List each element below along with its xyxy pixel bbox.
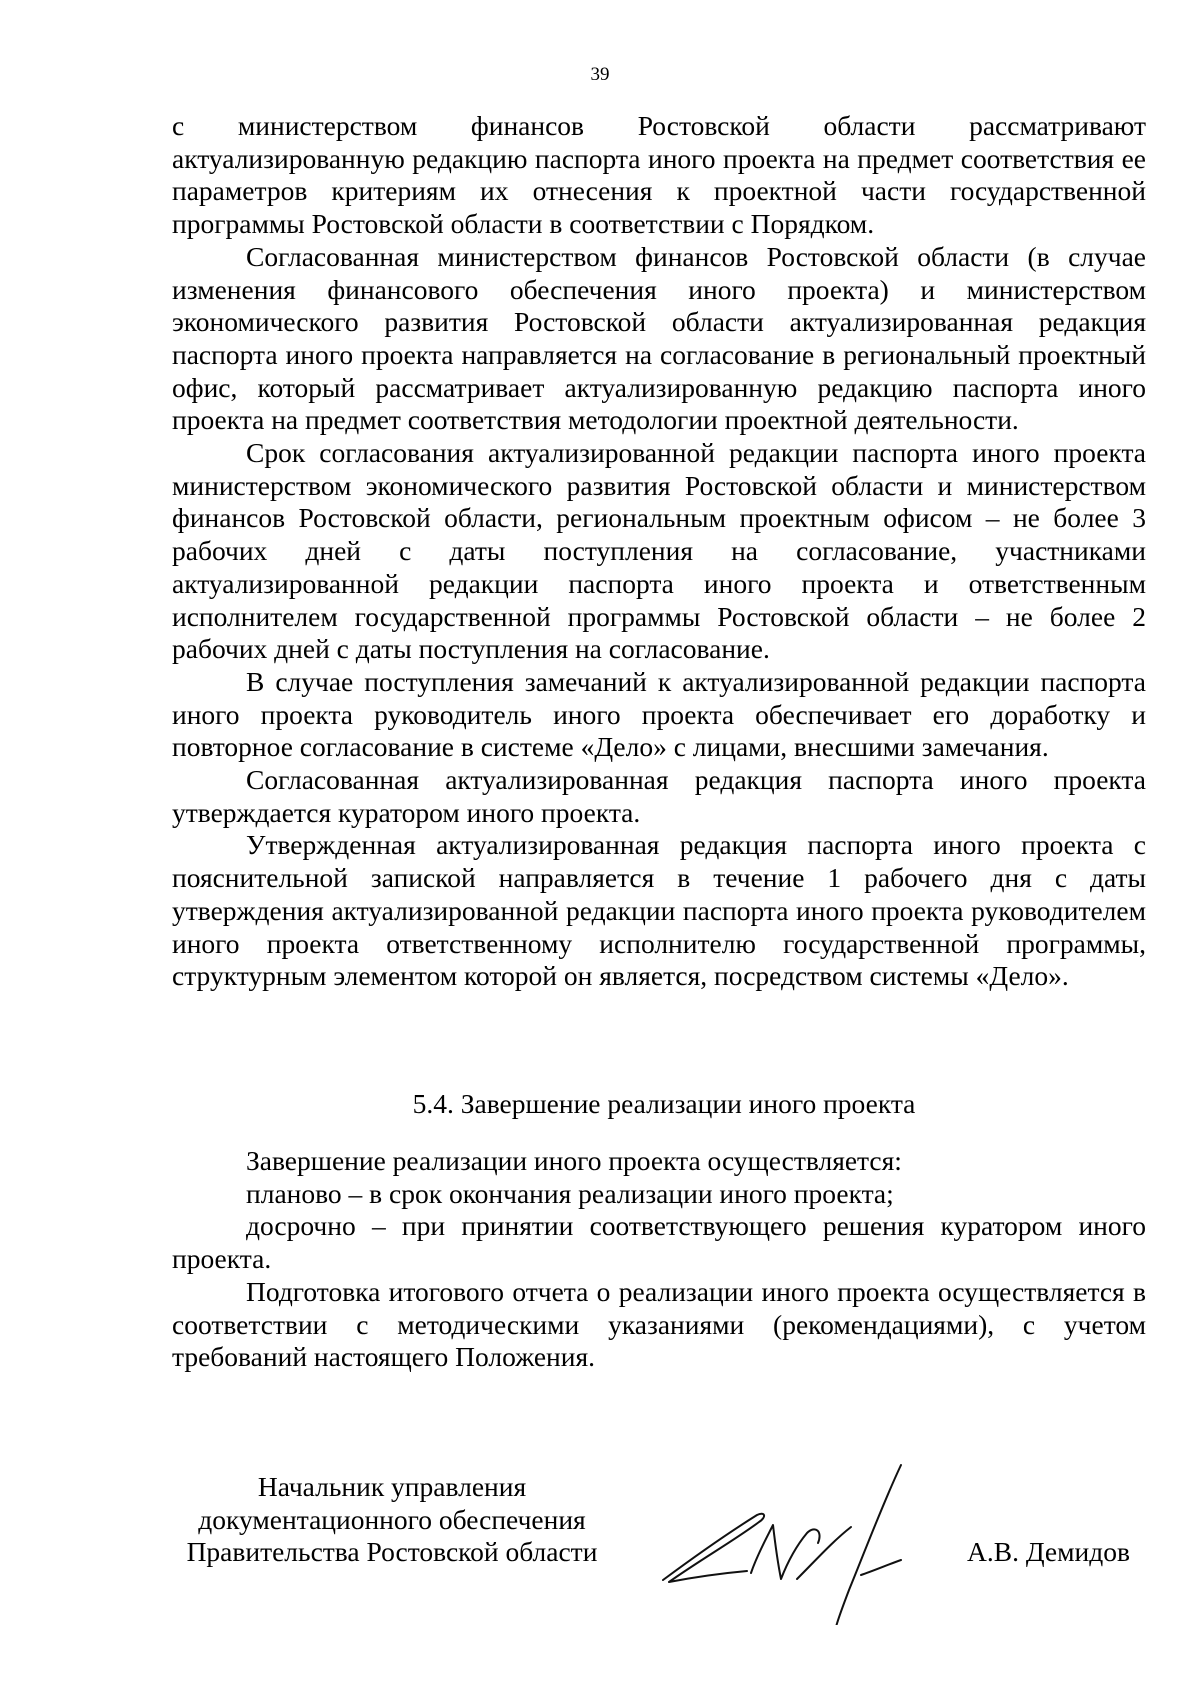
- section-text: [172, 1145, 1146, 1374]
- paragraph: Подготовка итогового отчета о реализации иного проекта осуществляется в соответствии с методическими указаниями (рекомендациями), с учетом требований настоящего Положения.: [172, 1275, 1146, 1373]
- paragraph: с министерством финансов Ростовской области рассматривают актуализированную редакцию паспорта иного проекта на предмет соответствия ее параметров критериям их отнесения к проектной части государственной программы Ростовской области в соответствии с Порядком.: [172, 110, 1146, 240]
- signatory-title-line: Правительства Ростовской области: [186, 1536, 598, 1568]
- handwritten-signature: [655, 1455, 955, 1625]
- paragraph: Завершение реализации иного проекта осуществляется:: [246, 1145, 902, 1176]
- paragraph: досрочно – при принятии соответствующего решения куратором иного проекта.: [172, 1210, 1146, 1275]
- signatory-name: А.В. Демидов: [967, 1536, 1130, 1567]
- page-number: 39: [590, 64, 610, 85]
- paragraph: Согласованная министерством финансов Ростовской области (в случае изменения финансового обеспечения иного проекта) и министерством экономического развития Ростовской области актуализированная редакция паспорта иного проекта направляется на согласование в региональный проектный офис, который рассматривает актуализированную редакцию паспорта иного проекта на предмет соответствия методологии проектной деятельности.: [172, 240, 1146, 436]
- body-text: [172, 110, 1146, 993]
- paragraph: В случае поступления замечаний к актуализированной редакции паспорта иного проекта руководитель иного проекта обеспечивает его доработку и повторное согласование в системе «Дело» с лицами, внесшими замечания.: [172, 665, 1146, 763]
- paragraph: планово – в срок окончания реализации иного проекта;: [246, 1177, 894, 1209]
- paragraph: Срок согласования актуализированной редакции паспорта иного проекта министерством экономического развития Ростовской области и министерством финансов Ростовской области, региональным проектным офисом – не более 3 рабочих дней с даты поступления на согласование, участниками актуализированной редакции паспорта иного проекта и ответственным исполнителем государственной программы Ростовской области – не более 2 рабочих дней с даты поступления на согласование.: [172, 437, 1146, 665]
- section-heading: 5.4. Завершение реализации иного проекта: [412, 1088, 916, 1119]
- paragraph: Утвержденная актуализированная редакция паспорта иного проекта с пояснительной запиской направляется в течение 1 рабочего дня с даты утверждения актуализированной редакции паспорта иного проекта руководителем иного проекта ответственному исполнителю государственной программы, структурным элементом которой он является, посредством системы «Дело».: [172, 829, 1146, 992]
- paragraph: Согласованная актуализированная редакция паспорта иного проекта утверждается куратором иного проекта.: [172, 764, 1146, 828]
- signatory-title: [172, 1471, 612, 1569]
- signatory-title-line: документационного обеспечения: [198, 1503, 586, 1535]
- signatory-title-line: Начальник управления: [257, 1471, 527, 1502]
